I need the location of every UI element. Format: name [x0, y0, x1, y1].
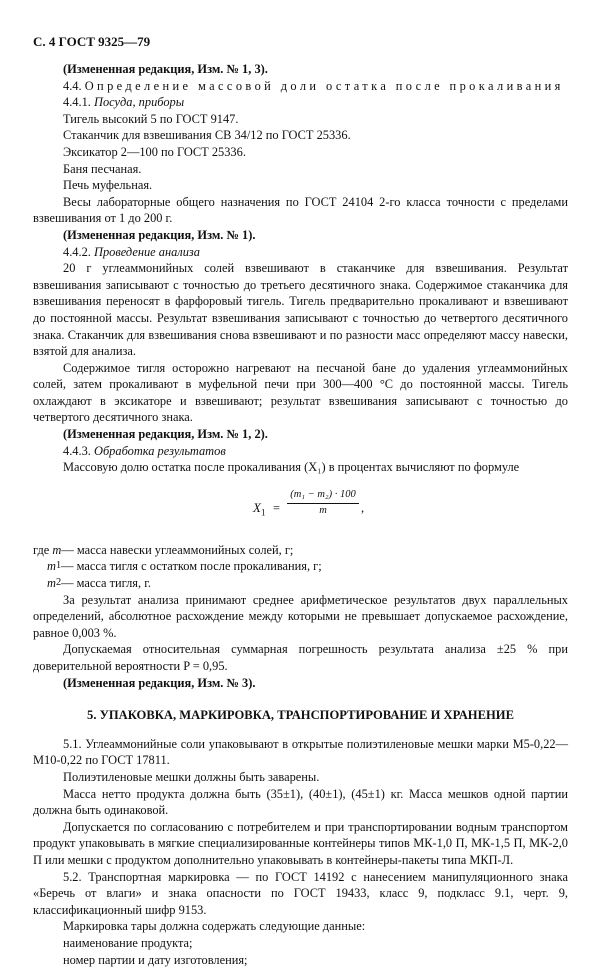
paragraph-5-1: 5.1. Углеаммонийные соли упаковывают в открытые полиэтиленовые мешки марки М5-0,22—М10-0,22 по ГОСТ 17811. [33, 736, 568, 769]
formula-legend [33, 542, 568, 592]
section-4-4-title: Определение массовой доли остатка после прокаливания [85, 79, 564, 93]
paragraph-5-2: 5.2. Транспортная маркировка — по ГОСТ 14192 с нанесением манипуляционного знака «Беречь от влаги» и знака опасности по ГОСТ 19433, класс 9, подкласс 9.1, черт. 9, классификационный шифр 9153. [33, 869, 568, 919]
calc-intro: Массовую долю остатка после прокаливания (X₁) в процентах вычисляют по формуле [33, 459, 568, 476]
page-header: С. 4 ГОСТ 9325—79 [33, 34, 150, 51]
containers-paragraph: Допускается по согласованию с потребителем и при транспортировании водным транспортом продукт упаковывать в мягкие специализированные контейнеры типов МК-1,0 П, МК-1,5 П, МК-2,0 П или мешки с продуктом дополнительно упаковывать в контейнеры-пакеты типа МКП-Л. [33, 819, 568, 869]
equipment-item: Эксикатор 2—100 по ГОСТ 25336. [33, 144, 568, 161]
subsection-4-4-2-heading: 4.4.2. Проведение анализа [33, 244, 568, 261]
formula-equals: = [273, 500, 280, 517]
subsection-4-4-3-heading: 4.4.3. Обработка результатов [33, 443, 568, 460]
marking-item: наименование продукта; [33, 935, 568, 952]
formula-denominator: m [287, 504, 359, 518]
section-4-4-heading: 4.4. Определение массовой доли остатка после прокаливания [33, 78, 568, 95]
amendment-note: (Измененная редакция, Изм. № 1). [33, 227, 568, 244]
legend-row: m 1 — масса тигля с остатком после прокаливания, г; [33, 558, 568, 575]
amendment-note: (Измененная редакция, Изм. № 1, 3). [33, 61, 568, 78]
document-body [33, 61, 568, 968]
error-paragraph: Допускаемая относительная суммарная погрешность результата анализа ±25 % при доверительной вероятности P = 0,95. [33, 641, 568, 674]
section-5-title: 5. УПАКОВКА, МАРКИРОВКА, ТРАНСПОРТИРОВАНИЕ И ХРАНЕНИЕ [33, 707, 568, 724]
analysis-paragraph: 20 г углеаммонийных солей взвешивают в стаканчике для взвешивания. Результат взвешивания записывают с точностью до третьего десятичного знака. Содержимое стаканчика для взвешивания переносят в фарфоровый тигель. Тигель предварительно прокаливают и взвешивают до постоянной массы. Результат взвешивания записывают с точностью до четвертого десятичного знака. Стаканчик для взвешивания снова взвешивают и по разности масс определяют массу навески, взятой для анализа. [33, 260, 568, 360]
equipment-item: Баня песчаная. [33, 161, 568, 178]
mass-paragraph: Масса нетто продукта должна быть (35±1), (40±1), (45±1) кг. Масса мешков одной партии должна быть одинаковой. [33, 786, 568, 819]
legend-row: где m — масса навески углеаммонийных солей, г; [33, 542, 568, 559]
scales-paragraph: Весы лабораторные общего назначения по ГОСТ 24104 2-го класса точности с пределами взвешивания от 1 до 200 г. [33, 194, 568, 227]
formula: $X_1$ = $\frac{\text{(m₁ − m₂) · 100}}{m}$ , [33, 486, 568, 536]
formula-lhs: $X_1$ [253, 500, 265, 521]
analysis-paragraph: Содержимое тигля осторожно нагревают на песчаной бане до удаления углеаммонийных солей, затем прокаливают в муфельной печи при 300—400 °С до постоянной массы. Тигель охлаждают в эксикаторе и взвешивают; результат взвешивания записывают с точностью до четвертого десятичного знака. [33, 360, 568, 426]
formula-fraction [287, 488, 359, 518]
equipment-item: Стаканчик для взвешивания СВ 34/12 по ГОСТ 25336. [33, 127, 568, 144]
marking-intro: Маркировка тары должна содержать следующие данные: [33, 918, 568, 935]
legend-row: m 2 — масса тигля, г. [33, 575, 568, 592]
result-paragraph: За результат анализа принимают среднее арифметическое результатов двух параллельных определений, абсолютное расхождение между которыми не превышает допускаемое расхождение, равное 0,003 %. [33, 592, 568, 642]
amendment-note: (Измененная редакция, Изм. № 1, 2). [33, 426, 568, 443]
formula-numerator: (m₁ − m₂) · 100 [287, 488, 359, 504]
amendment-note: (Измененная редакция, Изм. № 3). [33, 675, 568, 692]
sealed-paragraph: Полиэтиленовые мешки должны быть заварены. [33, 769, 568, 786]
equipment-item: Печь муфельная. [33, 177, 568, 194]
marking-item: номер партии и дату изготовления; [33, 952, 568, 968]
subsection-4-4-1-heading: 4.4.1. Посуда, приборы [33, 94, 568, 111]
equipment-item: Тигель высокий 5 по ГОСТ 9147. [33, 111, 568, 128]
